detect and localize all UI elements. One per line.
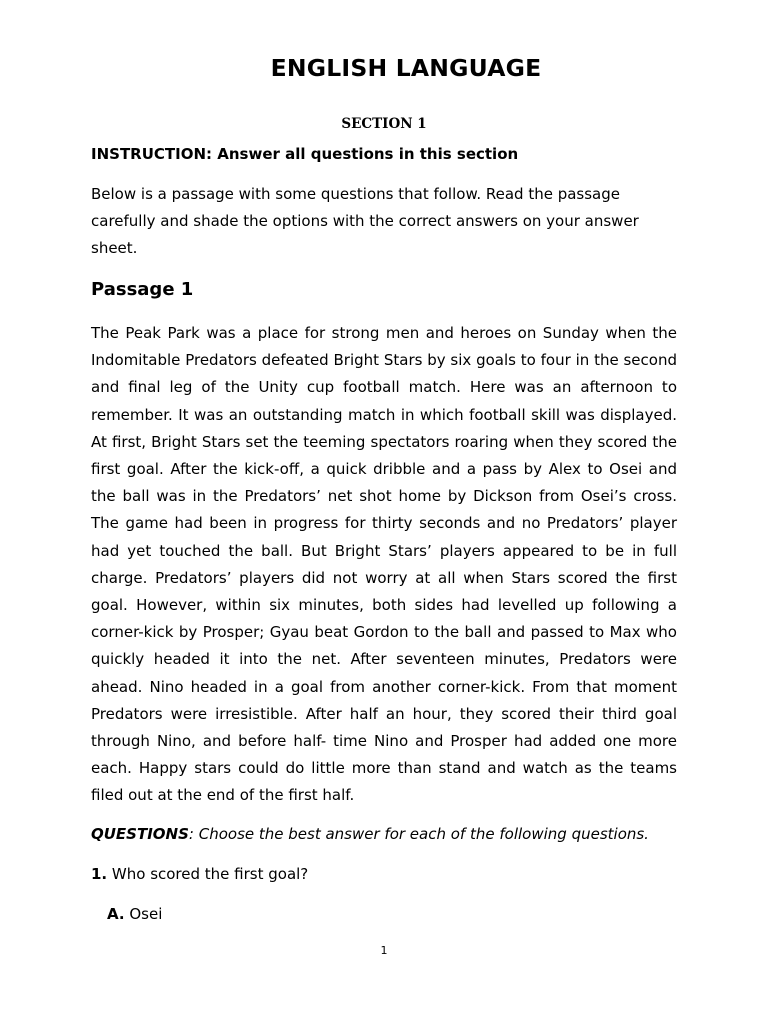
questions-heading-instruction: : Choose the best answer for each of the following questions. xyxy=(188,825,649,843)
questions-heading-label: QUESTIONS xyxy=(91,825,189,843)
document-title: ENGLISH LANGUAGE xyxy=(270,54,542,82)
passage-text: The Peak Park was a place for strong men and heroes on Sunday when the Indomitable Predators defeated Bright Stars by six goals to four in the second and final leg of the Unity cup football match. Here was an afternoon to remember. It was an outstanding match in which football skill was displayed. At first, Bright Stars set the teeming spectators roaring when they scored the first goal. After the kick-off, a quick dribble and a pass by Alex to Osei and the ball was in the Predators’ net shot home by Dickson from Osei’s cross. The game had been in progress for thirty seconds and no Predators’ player had yet touched the ball. But Bright Stars’ players appeared to be in full charge. Predators’ players did not worry at all when Stars scored the first goal. However, within six minutes, both sides had levelled up following a corner-kick by Prosper; Gyau beat Gordon to the ball and passed to Max who quickly headed it into the net. After seventeen minutes, Predators were ahead. Nino headed in a goal from another corner-kick. From that moment Predators were irresistible. After half an hour, they scored their third goal through Nino, and before half- time Nino and Prosper had added one more each. Happy stars could do little more than stand and watch as the teams filed out at the end of the first half. xyxy=(91,324,677,805)
option-text: Osei xyxy=(124,905,163,923)
section-heading: SECTION 1 xyxy=(341,116,427,132)
questions-heading xyxy=(91,825,649,843)
question-text: Who scored the first goal? xyxy=(107,865,309,883)
page-number: 1 xyxy=(380,944,388,957)
intro-paragraph: Below is a passage with some questions that follow. Read the passage carefully and shade the options with the correct answers on your answer sheet. xyxy=(91,185,639,257)
option-letter: A. xyxy=(107,905,125,923)
question-number: 1. xyxy=(91,865,108,883)
instruction-text: INSTRUCTION: Answer all questions in this section xyxy=(91,145,519,163)
question-item xyxy=(91,865,308,883)
answer-option[interactable] xyxy=(107,905,162,923)
passage-title: Passage 1 xyxy=(91,279,194,300)
